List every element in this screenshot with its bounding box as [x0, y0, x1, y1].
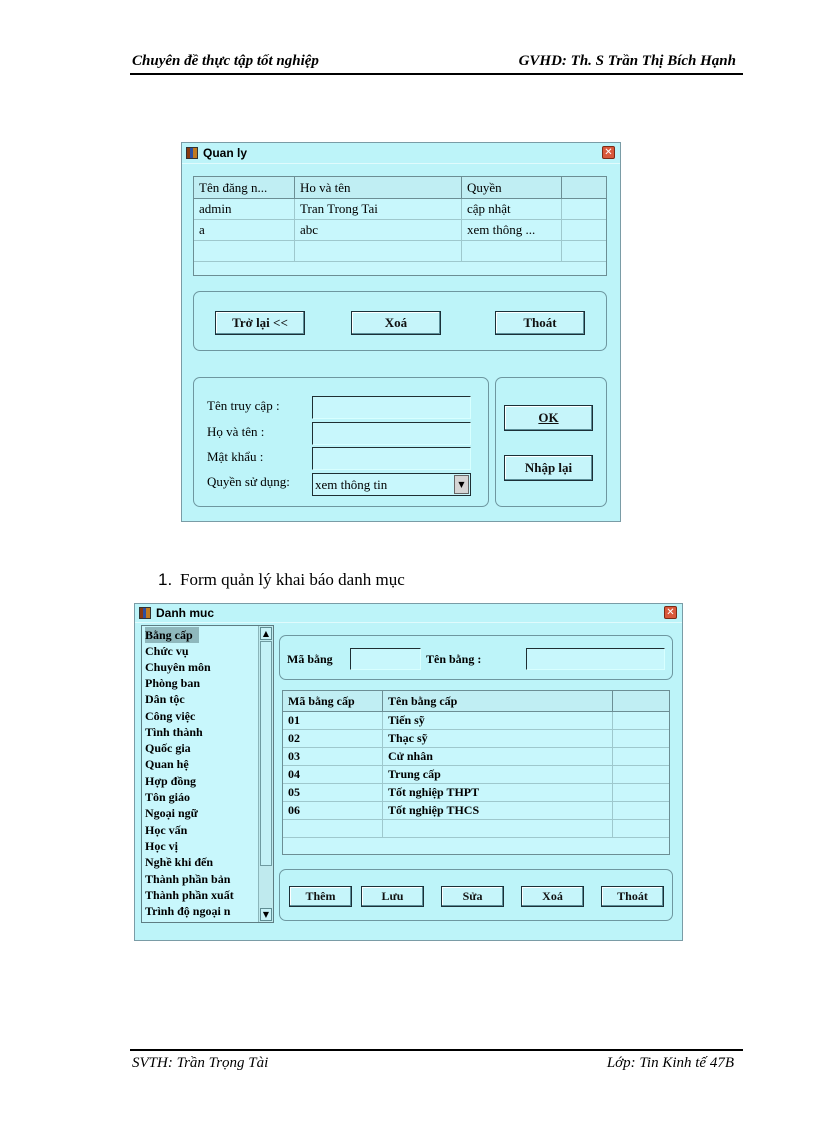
list-item[interactable]: Học vị — [145, 839, 178, 853]
delete-button[interactable]: Xoá — [351, 311, 441, 335]
page-footer-right: Lớp: Tin Kinh tế 47B — [606, 1055, 734, 1071]
list-item[interactable]: Tình thành — [145, 725, 203, 739]
category-list[interactable] — [141, 625, 274, 923]
cell-code: 05 — [283, 784, 383, 801]
user-grid-header — [194, 177, 606, 199]
chevron-down-icon[interactable]: ▼ — [454, 475, 469, 494]
scroll-up-icon[interactable]: ▲ — [260, 627, 272, 640]
col-fullname[interactable]: Ho và tên — [295, 177, 462, 198]
cell-name: Tiến sỹ — [383, 712, 613, 729]
page-header-right: GVHD: Th. S Trần Thị Bích Hạnh — [518, 53, 736, 69]
app-icon — [186, 147, 198, 159]
section-number: 1. — [158, 570, 173, 589]
code-input[interactable] — [350, 648, 421, 670]
name-input[interactable] — [526, 648, 665, 670]
cell-empty — [295, 241, 462, 261]
list-item[interactable]: Quốc gia — [145, 741, 191, 755]
name-label: Tên bằng : — [426, 652, 482, 666]
col-role[interactable]: Quyền — [462, 177, 562, 198]
col-degree-name[interactable]: Tên bằng cấp — [383, 691, 613, 711]
table-row[interactable] — [194, 199, 606, 220]
fullname-label: Họ và tên : — [207, 424, 265, 439]
cell-empty — [283, 820, 383, 837]
cell-empty — [462, 241, 562, 261]
list-item[interactable]: Bằng cấp — [145, 627, 199, 643]
cell-fullname: Tran Trong Tai — [295, 199, 462, 219]
table-row[interactable] — [283, 784, 669, 802]
form-action-panel — [495, 377, 607, 507]
col-degree-code[interactable]: Mã bằng cấp — [283, 691, 383, 711]
table-row[interactable] — [283, 766, 669, 784]
degree-input-panel — [279, 635, 673, 680]
col-username[interactable]: Tên đăng n... — [194, 177, 295, 198]
close-icon[interactable]: ✕ — [602, 146, 615, 159]
page-header-left: Chuyên đề thực tập tốt nghiệp — [132, 53, 319, 69]
save-button[interactable]: Lưu — [361, 886, 424, 907]
cell-name: Tốt nghiệp THCS — [383, 802, 613, 819]
col-empty — [613, 691, 670, 711]
cell-name: Thạc sỹ — [383, 730, 613, 747]
cell-username: admin — [194, 199, 295, 219]
cell-code: 01 — [283, 712, 383, 729]
quanly-titlebar[interactable] — [182, 143, 620, 164]
cell-empty — [194, 241, 295, 261]
table-row[interactable] — [283, 802, 669, 820]
cell-code: 04 — [283, 766, 383, 783]
list-item[interactable]: Trình độ ngoại n — [145, 904, 231, 918]
table-row[interactable] — [283, 820, 669, 838]
role-select[interactable] — [312, 473, 471, 496]
ok-button[interactable]: OK — [504, 405, 593, 431]
category-scrollbar[interactable] — [258, 626, 273, 922]
table-row[interactable] — [283, 748, 669, 766]
user-form-panel — [193, 377, 489, 507]
table-row[interactable] — [194, 220, 606, 241]
close-icon[interactable]: ✕ — [664, 606, 677, 619]
role-select-value: xem thông tin — [315, 477, 388, 492]
degree-grid-header — [283, 691, 669, 712]
edit-button[interactable]: Sửa — [441, 886, 504, 907]
list-item[interactable]: Ngoại ngữ — [145, 806, 198, 820]
cell-name: Trung cấp — [383, 766, 613, 783]
list-item[interactable]: Công việc — [145, 709, 196, 723]
list-item[interactable]: Phòng ban — [145, 676, 201, 690]
password-label: Mật khẩu : — [207, 449, 264, 464]
danhmuc-window — [134, 603, 683, 941]
list-item[interactable]: Tôn giáo — [145, 790, 191, 804]
back-button[interactable]: Trở lại << — [215, 311, 305, 335]
cell-name: Cử nhân — [383, 748, 613, 765]
exit-button[interactable]: Thoát — [495, 311, 585, 335]
cell-fullname: abc — [295, 220, 462, 240]
section-heading: Form quản lý khai báo danh mục — [180, 570, 405, 589]
list-item[interactable]: Quan hệ — [145, 757, 189, 771]
list-item[interactable]: Nghề khi đến — [145, 855, 214, 869]
list-item[interactable]: Thành phần bản — [145, 872, 231, 886]
cell-code: 02 — [283, 730, 383, 747]
cell-role: cập nhật — [462, 199, 562, 219]
quanly-title: Quan ly — [203, 146, 248, 160]
quanly-button-panel — [193, 291, 607, 351]
app-icon — [139, 607, 151, 619]
list-item[interactable]: Học vấn — [145, 823, 188, 837]
fullname-input[interactable] — [312, 422, 471, 445]
quanly-window — [181, 142, 621, 522]
list-item[interactable]: Chuyên môn — [145, 660, 211, 674]
password-input[interactable] — [312, 447, 471, 470]
list-item[interactable]: Chức vụ — [145, 644, 189, 658]
cell-empty — [383, 820, 613, 837]
add-button[interactable]: Thêm — [289, 886, 352, 907]
reset-button[interactable]: Nhập lại — [504, 455, 593, 481]
header-rule — [130, 73, 743, 75]
cell-name: Tốt nghiệp THPT — [383, 784, 613, 801]
code-label: Mã bằng — [287, 652, 333, 666]
table-row[interactable] — [194, 241, 606, 262]
exit-button[interactable]: Thoát — [601, 886, 664, 907]
list-item[interactable]: Thành phần xuất — [145, 888, 234, 902]
user-grid[interactable] — [193, 176, 607, 276]
scroll-thumb[interactable] — [260, 641, 272, 866]
list-item[interactable]: Dân tộc — [145, 692, 185, 706]
scroll-down-icon[interactable]: ▼ — [260, 908, 272, 921]
table-row[interactable] — [283, 712, 669, 730]
degree-grid[interactable] — [282, 690, 670, 855]
danhmuc-titlebar[interactable] — [135, 604, 682, 623]
footer-rule — [130, 1049, 743, 1051]
cell-code: 03 — [283, 748, 383, 765]
cell-code: 06 — [283, 802, 383, 819]
col-empty — [562, 177, 607, 198]
username-label: Tên truy cập : — [207, 398, 280, 413]
delete-button[interactable]: Xoá — [521, 886, 584, 907]
table-row[interactable] — [283, 730, 669, 748]
list-item[interactable]: Hợp đồng — [145, 774, 196, 788]
username-input[interactable] — [312, 396, 471, 419]
page-footer-left: SVTH: Trần Trọng Tài — [132, 1055, 269, 1071]
cell-role: xem thông ... — [462, 220, 562, 240]
danhmuc-title: Danh muc — [156, 606, 215, 620]
cell-username: a — [194, 220, 295, 240]
degree-button-panel — [279, 869, 673, 921]
role-label: Quyền sử dụng: — [207, 474, 290, 489]
